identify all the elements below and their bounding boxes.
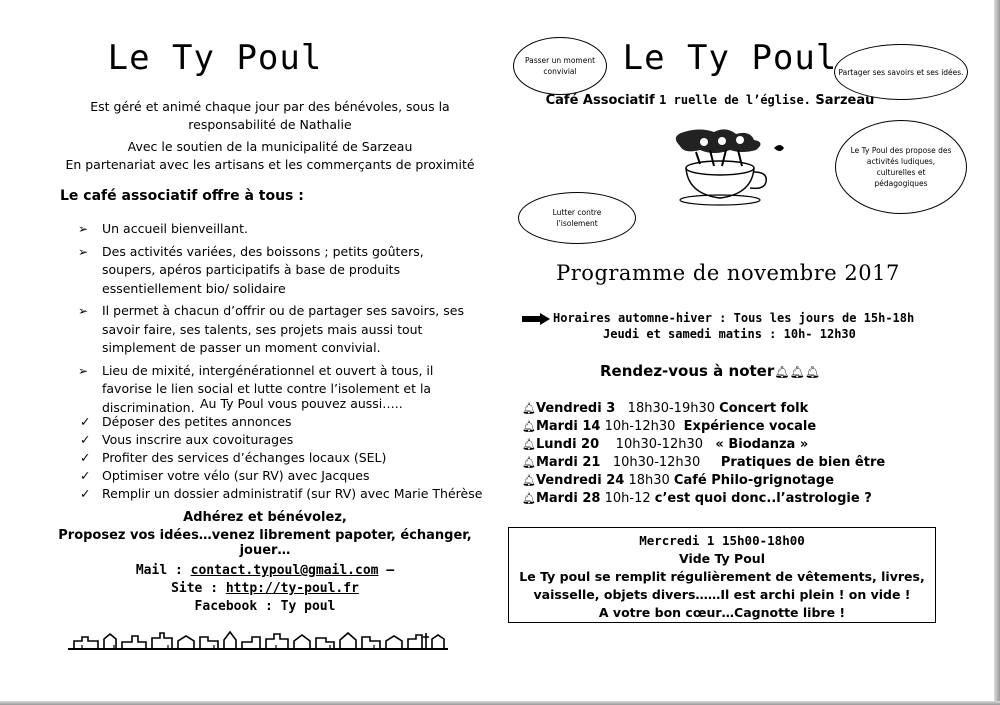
checkmark-icon: ✓ [80,414,91,429]
coffee-cup-illustration-icon [670,128,790,208]
horaires-line-2: Jeudi et samedi matins : 10h- 12h30 [603,327,856,341]
bell-icon: 🔔︎ [522,474,536,487]
bell-icon: 🔔︎ [522,492,536,505]
arrow-bullet-icon: ➢ [78,363,89,378]
vide-date: Mercredi 1 15h00-18h00 [639,533,805,548]
left-title: Le Ty Poul [107,38,323,78]
offer-list [78,220,478,421]
vide-line-1: Le Ty poul se remplit régulièrement de vêtements, livres, [519,569,925,584]
email-link[interactable]: contact.typoul@gmail.com [190,563,379,578]
intro-line-2: Avec le soutien de la municipalité de Sarzeau [127,139,413,154]
page-edge-bottom [0,701,1000,705]
list-item: 🔔︎Mardi 28 10h-12 c’est quoi donc..l’astrologie ? [522,491,872,506]
right-arrow-icon [522,313,550,325]
cafe-address-line: Café Associatif 1 ruelle de l’église. Sarzeau [545,93,875,108]
list-item: 🔔︎Lundi 20 10h30-12h30 « Biodanza » [522,437,809,452]
rdv-heading: Rendez-vous à noter🔔︎🔔︎🔔︎ [600,362,820,380]
page-edge-right [994,0,1000,705]
arrow-bullet-icon: ➢ [78,304,89,318]
bell-icon: 🔔︎🔔︎🔔︎ [774,365,820,379]
list-item: ➢ Des activités variées, des boissons ; petits goûters, soupers, apéros participatifs à base de produits essentiellement bio/ solidaire [78,243,424,296]
right-title: Le Ty Poul [622,38,838,78]
horaires-line-1: Horaires automne-hiver : Tous les jours de 15h-18h [553,311,915,325]
list-item: 🔔︎Vendredi 3 18h30-19h30 Concert folk [522,401,809,416]
proposez-text: Proposez vos idées…venez librement papoter, échanger, jouer… [58,528,472,558]
services-intro: Au Ty Poul vous pouvez aussi….. [200,396,403,411]
programme-heading: Programme de novembre 2017 [556,261,900,285]
list-item: ✓ Remplir un dossier administratif (sur RV) avec Marie Thérèse [80,486,483,501]
vide-ty-poul-box [508,527,936,623]
list-item: 🔔︎Mardi 14 10h-12h30 Expérience vocale [522,419,817,434]
intro-line-1: Est géré et animé chaque jour par des bénévoles, sous la responsabilité de Nathalie [90,99,450,132]
list-item: 🔔︎Mardi 21 10h30-12h30 Pratiques de bien être [522,455,886,470]
bubble-isolement: Lutter contre l’isolement [518,192,636,244]
site-line: Site : http://ty-poul.fr [171,581,359,596]
list-item: ✓ Profiter des services d’échanges locaux (SEL) [80,450,387,465]
mail-line: Mail : contact.typoul@gmail.com – [135,563,395,578]
vide-line-2: vaisselle, objets divers……Il est archi plein ! on vide ! [533,587,911,602]
services-list [78,413,482,503]
bubble-moment: Passer un moment convivial [513,37,607,95]
adherez-text: Adhérez et bénévolez, [183,510,347,525]
checkmark-icon: ✓ [80,486,91,501]
offer-heading: Le café associatif offre à tous : [60,188,304,204]
checkmark-icon: ✓ [80,432,91,447]
list-item: ➢ Lieu de mixité, intergénérationnel et ouvert à tous, il favorise le lien social et lutte contre l’isolement et la discrimination. [78,362,434,415]
checkmark-icon: ✓ [80,450,91,465]
checkmark-icon: ✓ [80,468,91,483]
village-skyline-icon [68,627,448,651]
list-item: ➢ Il permet à chacun d’offrir ou de partager ses savoirs, ses savoir faire, ses talents, ses projets mais aussi tout simplement de passer un moment convivial. [78,303,464,355]
vide-line-3: A votre bon cœur…Cagnotte libre ! [598,605,846,620]
bell-icon: 🔔︎ [522,456,536,469]
arrow-bullet-icon: ➢ [78,244,89,259]
facebook-line: Facebook : Ty poul [194,599,336,614]
events-list [522,400,885,508]
list-item: ✓ Déposer des petites annonces [80,414,292,429]
list-item: 🔔︎Vendredi 24 18h30 Café Philo-grignotage [522,473,835,488]
bell-icon: 🔔︎ [522,420,536,433]
vide-title: Vide Ty Poul [679,551,765,566]
list-item: ✓ Vous inscrire aux covoiturages [80,432,294,447]
bubble-partager: Partager ses savoirs et ses idées. [834,44,968,100]
website-link[interactable]: http://ty-poul.fr [225,581,359,596]
intro-line-3: En partenariat avec les artisans et les commerçants de proximité [65,157,475,172]
list-item: ➢ Un accueil bienveillant. [78,220,478,239]
bell-icon: 🔔︎ [522,438,536,451]
bell-icon: 🔔︎ [522,402,536,415]
bubble-activites: Le Ty Poul des propose des activités ludiques, culturelles et pédagogiques [835,120,967,214]
list-item: ✓ Optimiser votre vélo (sur RV) avec Jacques [80,468,370,483]
arrow-bullet-icon: ➢ [78,222,89,236]
